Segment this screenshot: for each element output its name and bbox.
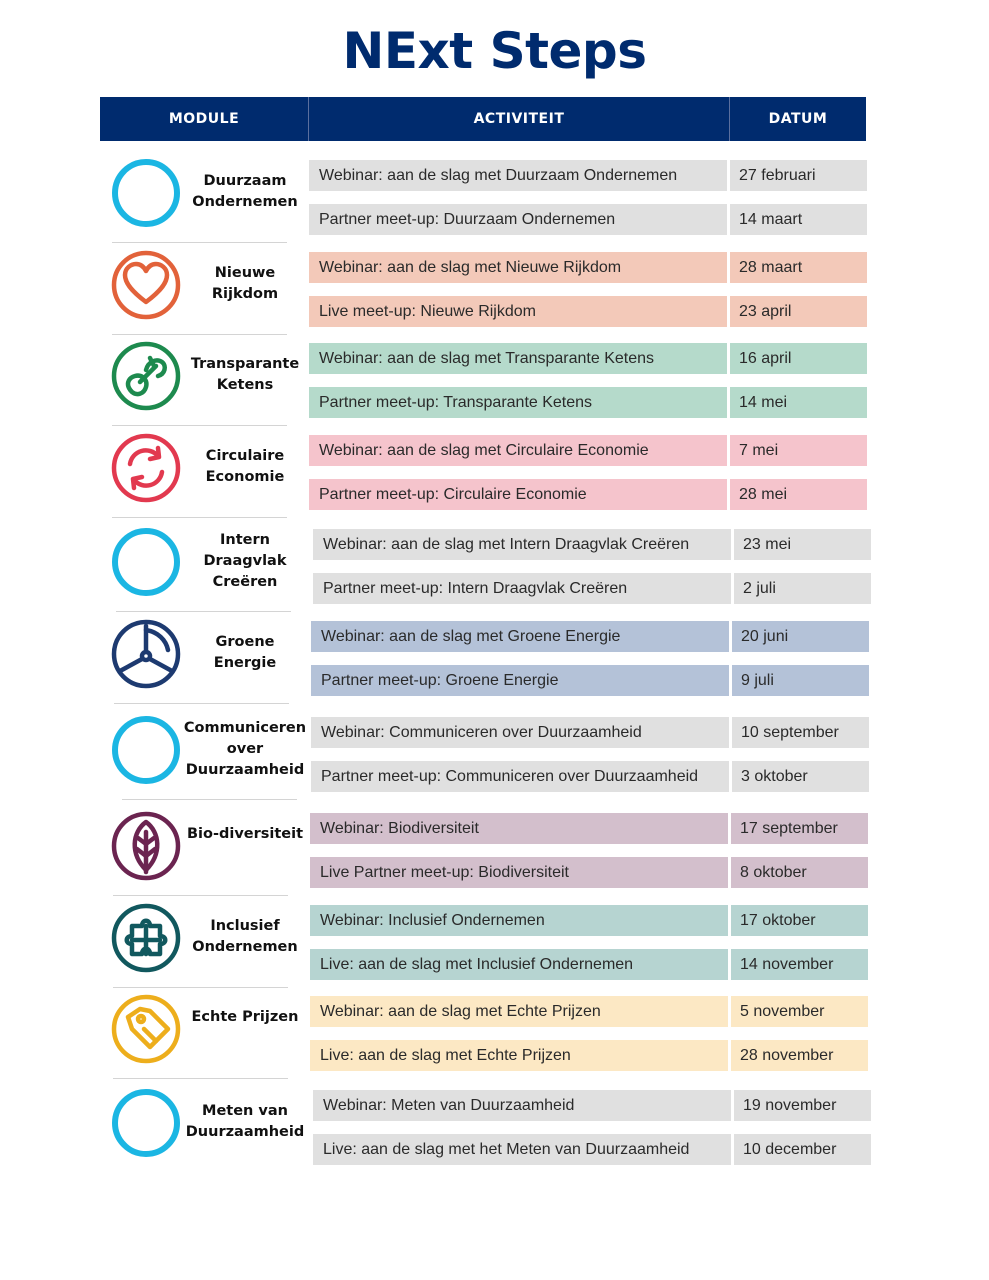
table-row [309,252,867,283]
date-cell: 17 oktober [731,905,868,936]
date-cell: 10 september [732,717,869,748]
date-cell: 28 maart [730,252,867,283]
table-row [309,296,867,327]
recycle-icon [110,432,182,504]
activity-cell: Live meet-up: Nieuwe Rijkdom [309,296,727,327]
ring-icon [110,714,182,786]
ring-icon [110,526,182,598]
module-9 [100,895,310,985]
module-label: Transparante Ketens [190,356,300,393]
module-8 [100,803,310,893]
activity-cell: Partner meet-up: Circulaire Economie [309,479,727,510]
activity-cell: Webinar: aan de slag met Circulaire Economie [309,435,727,466]
table-row [313,1090,871,1121]
module-divider [112,517,287,518]
module-label: Duurzaam Ondernemen [192,173,298,210]
price-tag-icon [110,993,182,1065]
table-row [310,1040,868,1071]
activity-cell: Webinar: aan de slag met Nieuwe Rijkdom [309,252,727,283]
table-row [313,573,871,604]
table-header [100,97,866,141]
activity-cell: Webinar: Communiceren over Duurzaamheid [311,717,729,748]
table-row [309,479,867,510]
activity-cell: Webinar: aan de slag met Transparante Ketens [309,343,727,374]
module-2 [100,242,310,332]
activity-cell: Partner meet-up: Intern Draagvlak Creëren [313,573,731,604]
table-row [311,621,869,652]
date-cell: 28 november [731,1040,868,1071]
table-row [310,857,868,888]
date-cell: 19 november [734,1090,871,1121]
table-row [310,996,868,1027]
module-label: Nieuwe Rijkdom [211,265,279,302]
date-cell: 9 juli [732,665,869,696]
activity-cell: Webinar: aan de slag met Echte Prijzen [310,996,728,1027]
activity-cell: Partner meet-up: Communiceren over Duurzaamheid [311,761,729,792]
table-row [310,949,868,980]
leaf-icon [110,810,182,882]
module-10 [100,986,310,1076]
table-row [309,343,867,374]
module-label: Inclusief Ondernemen [192,918,298,955]
header-datum: DATUM [768,111,828,127]
module-5 [100,519,310,609]
module-label: Meten van Duurzaamheid [185,1103,305,1140]
module-4 [100,425,310,515]
table-row [310,813,868,844]
ring-icon [110,157,182,229]
chain-icon [110,340,182,412]
table-row [309,160,867,191]
activity-cell: Live Partner meet-up: Biodiversiteit [310,857,728,888]
date-cell: 5 november [731,996,868,1027]
date-cell: 28 mei [730,479,867,510]
date-cell: 3 oktober [732,761,869,792]
page-title: NExt Steps [342,22,647,80]
puzzle-icon [110,902,182,974]
turbine-icon [110,618,182,690]
date-cell: 23 april [730,296,867,327]
module-divider [122,799,297,800]
heart-icon [110,249,182,321]
activity-cell: Live: aan de slag met Echte Prijzen [310,1040,728,1071]
activity-cell: Partner meet-up: Transparante Ketens [309,387,727,418]
date-cell: 17 september [731,813,868,844]
module-label: Circulaire Economie [205,448,285,485]
module-divider [113,1078,288,1079]
module-label: Echte Prijzen [191,1009,299,1025]
ring-icon [110,1087,182,1159]
table-row [313,529,871,560]
date-cell: 10 december [734,1134,871,1165]
activity-cell: Webinar: aan de slag met Duurzaam Ondernemen [309,160,727,191]
module-11 [100,1080,310,1170]
module-6 [100,611,310,701]
date-cell: 23 mei [734,529,871,560]
date-cell: 14 november [731,949,868,980]
activity-cell: Webinar: aan de slag met Groene Energie [311,621,729,652]
activity-cell: Live: aan de slag met Inclusief Ondernemen [310,949,728,980]
module-label: Communiceren over Duurzaamheid [183,720,307,778]
module-label: Intern Draagvlak Creëren [203,532,287,590]
activity-cell: Live: aan de slag met het Meten van Duurzaamheid [313,1134,731,1165]
activity-cell: Partner meet-up: Groene Energie [311,665,729,696]
module-3 [100,333,310,423]
activity-cell: Partner meet-up: Duurzaam Ondernemen [309,204,727,235]
activity-cell: Webinar: Meten van Duurzaamheid [313,1090,731,1121]
module-1 [100,150,310,240]
header-module: MODULE [100,97,309,141]
module-label: Groene Energie [213,634,277,671]
date-cell: 2 juli [734,573,871,604]
date-cell: 20 juni [732,621,869,652]
date-cell: 14 mei [730,387,867,418]
module-label: Bio-diversiteit [186,826,304,842]
module-7 [100,707,310,797]
activity-cell: Webinar: Biodiversiteit [310,813,728,844]
date-cell: 14 maart [730,204,867,235]
table-row [311,761,869,792]
table-row [309,435,867,466]
table-row [311,665,869,696]
module-divider [114,703,289,704]
table-row [310,905,868,936]
activity-cell: Webinar: Inclusief Ondernemen [310,905,728,936]
table-row [311,717,869,748]
table-row [309,204,867,235]
activity-cell: Webinar: aan de slag met Intern Draagvlak Creëren [313,529,731,560]
table-row [309,387,867,418]
header-activiteit: ACTIVITEIT [309,97,730,141]
date-cell: 8 oktober [731,857,868,888]
date-cell: 16 april [730,343,867,374]
date-cell: 27 februari [730,160,867,191]
date-cell: 7 mei [730,435,867,466]
table-row [313,1134,871,1165]
